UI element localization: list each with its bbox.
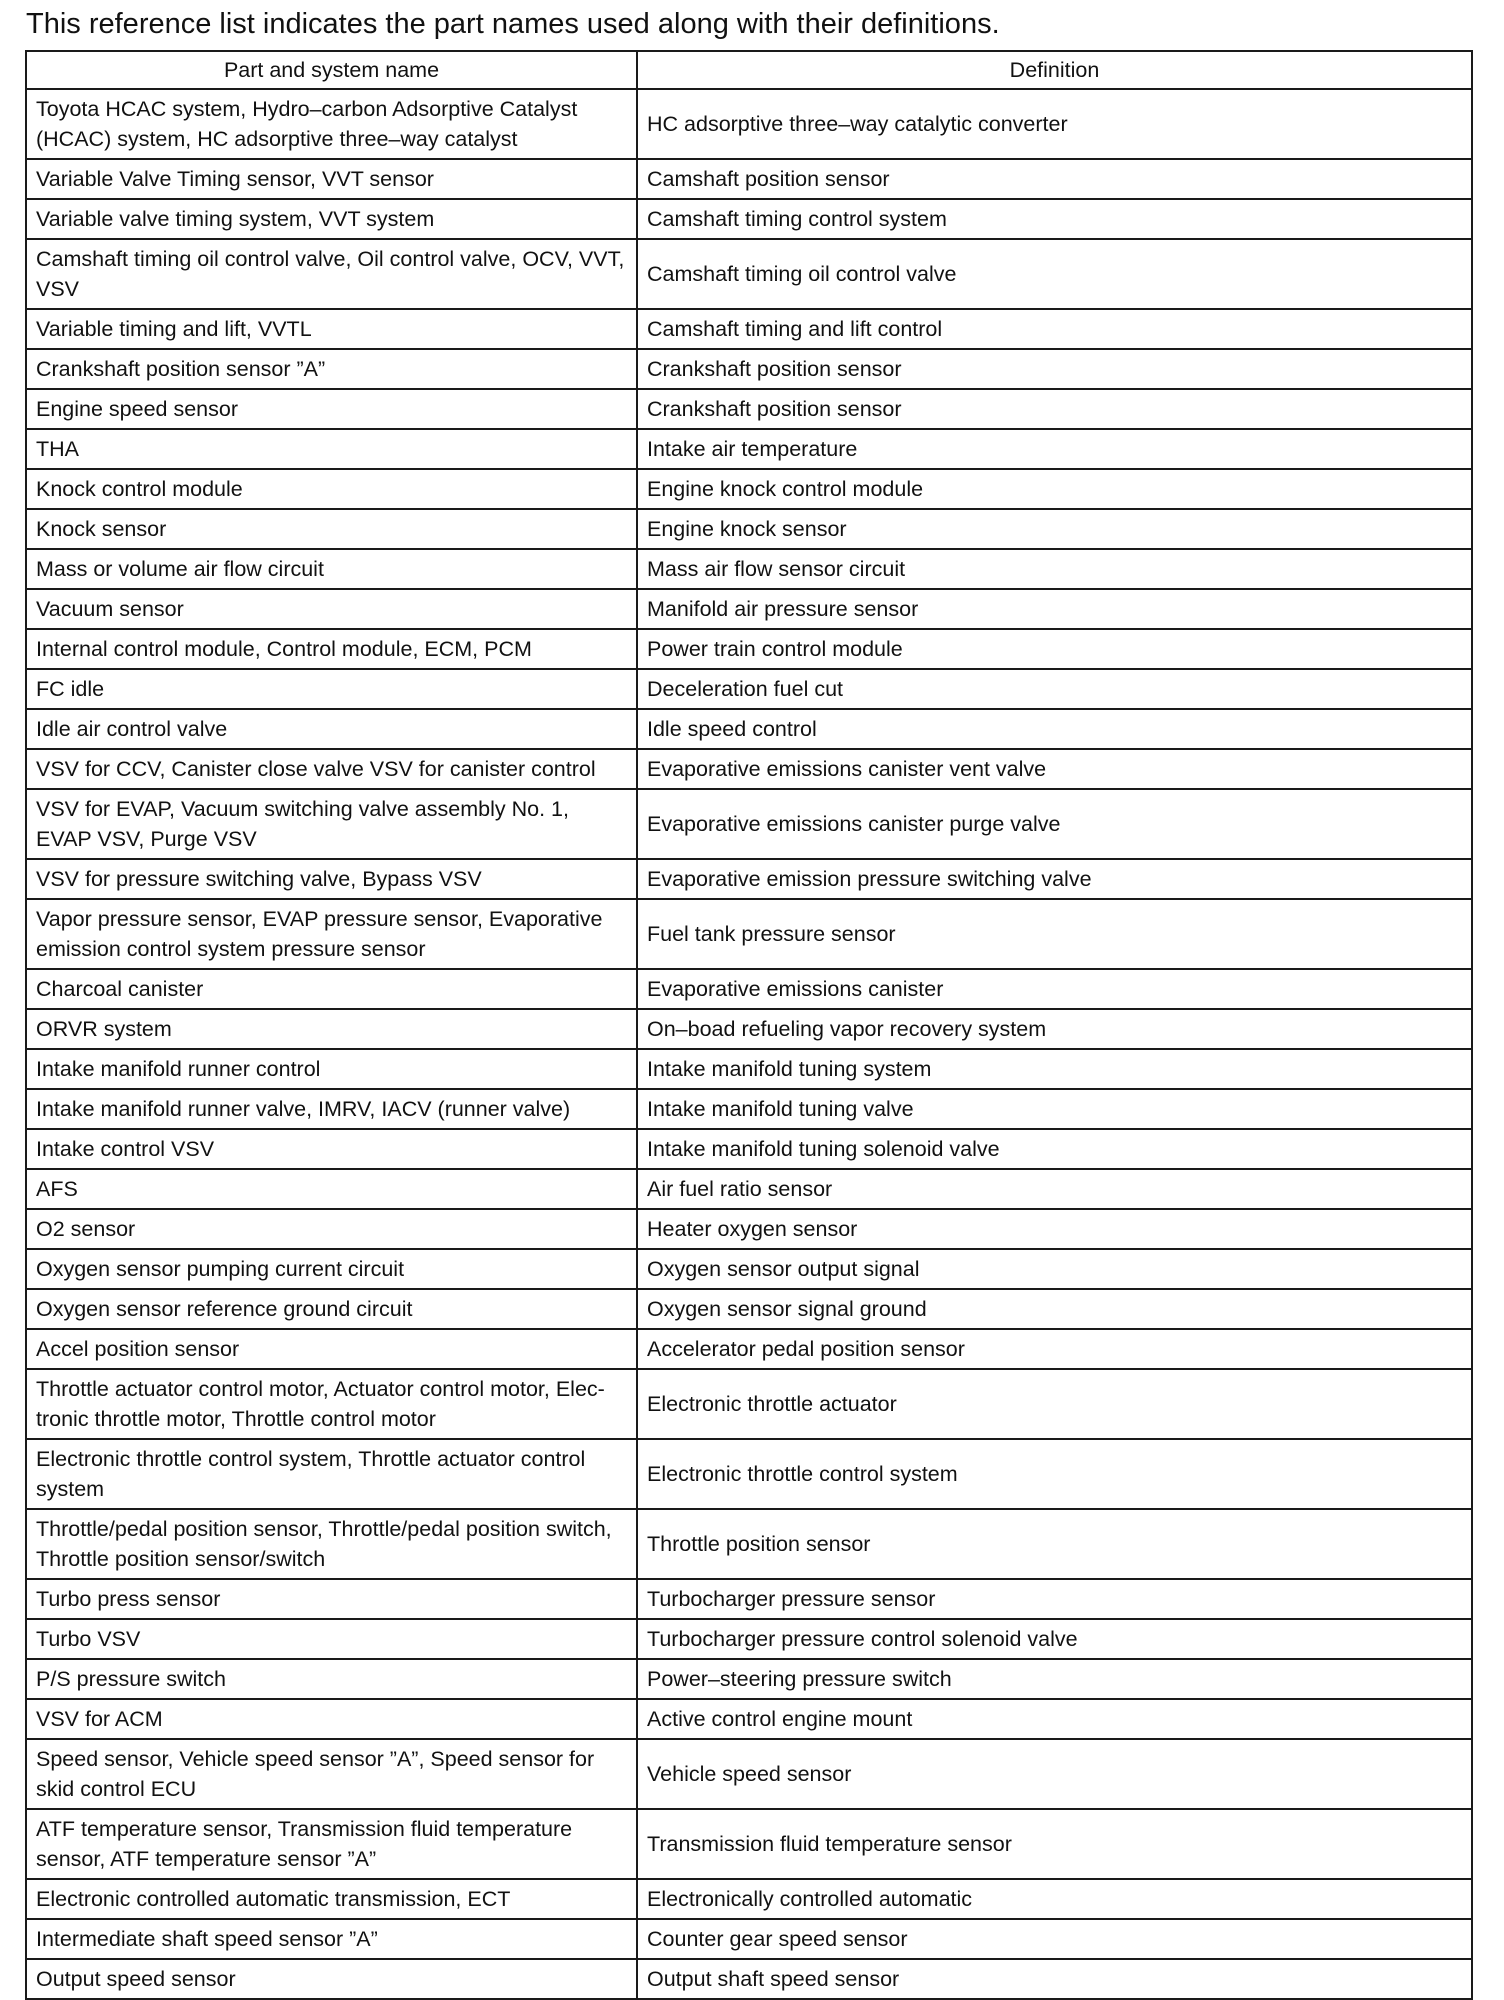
part-name-cell: Crankshaft position sensor ”A”	[26, 349, 637, 389]
definition-cell: Turbocharger pressure control solenoid valve	[637, 1619, 1472, 1659]
table-row	[26, 389, 1472, 429]
table-header-row	[26, 51, 1472, 89]
definition-cell: Electronic throttle actuator	[637, 1369, 1472, 1439]
definition-cell: Intake manifold tuning valve	[637, 1089, 1472, 1129]
definition-cell: Oxygen sensor signal ground	[637, 1289, 1472, 1329]
table-row	[26, 1699, 1472, 1739]
part-name-cell: Intake manifold runner control	[26, 1049, 637, 1089]
part-name-cell: Variable timing and lift, VVTL	[26, 309, 637, 349]
definition-cell: Manifold air pressure sensor	[637, 589, 1472, 629]
definition-cell: Electronically controlled automatic	[637, 1879, 1472, 1919]
table-row	[26, 199, 1472, 239]
table-row	[26, 899, 1472, 969]
definition-cell: Crankshaft position sensor	[637, 389, 1472, 429]
part-name-cell: FC idle	[26, 669, 637, 709]
table-row	[26, 1659, 1472, 1699]
table-row	[26, 1289, 1472, 1329]
table-row	[26, 309, 1472, 349]
definition-cell: Camshaft timing and lift control	[637, 309, 1472, 349]
definition-cell: Evaporative emissions canister purge valve	[637, 789, 1472, 859]
definition-cell: Evaporative emissions canister vent valve	[637, 749, 1472, 789]
intro-text: This reference list indicates the part names used along with their definitions.	[26, 8, 1000, 40]
definition-cell: Output shaft speed sensor	[637, 1959, 1472, 1999]
table-row	[26, 509, 1472, 549]
definition-cell: Vehicle speed sensor	[637, 1739, 1472, 1809]
table-row	[26, 1919, 1472, 1959]
part-name-cell: Speed sensor, Vehicle speed sensor ”A”, Speed sensor for skid control ECU	[26, 1739, 637, 1809]
definition-cell: Accelerator pedal position sensor	[637, 1329, 1472, 1369]
table-row	[26, 1439, 1472, 1509]
part-name-cell: VSV for EVAP, Vacuum switching valve assembly No. 1, EVAP VSV, Purge VSV	[26, 789, 637, 859]
part-name-cell: Toyota HCAC system, Hydro–carbon Adsorptive Catalyst (HCAC) system, HC adsorptive three–way catalyst	[26, 89, 637, 159]
table-row	[26, 1089, 1472, 1129]
definition-cell: Heater oxygen sensor	[637, 1209, 1472, 1249]
table-row	[26, 89, 1472, 159]
part-name-cell: Electronic controlled automatic transmission, ECT	[26, 1879, 637, 1919]
definition-cell: Intake air temperature	[637, 429, 1472, 469]
definition-cell: Throttle position sensor	[637, 1509, 1472, 1579]
part-name-cell: Turbo press sensor	[26, 1579, 637, 1619]
part-name-cell: Accel position sensor	[26, 1329, 637, 1369]
table-row	[26, 1619, 1472, 1659]
part-name-cell: Knock control module	[26, 469, 637, 509]
header-definition: Definition	[637, 51, 1472, 89]
table-row	[26, 1959, 1472, 1999]
part-name-cell: VSV for ACM	[26, 1699, 637, 1739]
part-name-cell: Internal control module, Control module, ECM, PCM	[26, 629, 637, 669]
table-row	[26, 1249, 1472, 1289]
definition-cell: Power–steering pressure switch	[637, 1659, 1472, 1699]
definition-cell: Deceleration fuel cut	[637, 669, 1472, 709]
table-row	[26, 1579, 1472, 1619]
part-name-cell: P/S pressure switch	[26, 1659, 637, 1699]
part-name-cell: Throttle actuator control motor, Actuator control motor, Elec- tronic throttle motor, Throttle control motor	[26, 1369, 637, 1439]
definition-cell: Camshaft timing control system	[637, 199, 1472, 239]
definition-cell: Crankshaft position sensor	[637, 349, 1472, 389]
part-name-cell: Knock sensor	[26, 509, 637, 549]
table-row	[26, 1129, 1472, 1169]
definition-cell: Engine knock control module	[637, 469, 1472, 509]
table-row	[26, 239, 1472, 309]
part-name-cell: Variable Valve Timing sensor, VVT sensor	[26, 159, 637, 199]
definition-cell: Oxygen sensor output signal	[637, 1249, 1472, 1289]
part-name-cell: Intake control VSV	[26, 1129, 637, 1169]
definition-cell: Fuel tank pressure sensor	[637, 899, 1472, 969]
table-row	[26, 1049, 1472, 1089]
part-name-cell: Intake manifold runner valve, IMRV, IACV (runner valve)	[26, 1089, 637, 1129]
definition-cell: Evaporative emission pressure switching valve	[637, 859, 1472, 899]
definition-cell: Mass air flow sensor circuit	[637, 549, 1472, 589]
table-row	[26, 789, 1472, 859]
table-row	[26, 1739, 1472, 1809]
definition-cell: Evaporative emissions canister	[637, 969, 1472, 1009]
definition-cell: Turbocharger pressure sensor	[637, 1579, 1472, 1619]
part-name-cell: Charcoal canister	[26, 969, 637, 1009]
part-name-cell: Mass or volume air flow circuit	[26, 549, 637, 589]
part-name-cell: Electronic throttle control system, Throttle actuator control system	[26, 1439, 637, 1509]
part-name-cell: Oxygen sensor reference ground circuit	[26, 1289, 637, 1329]
part-name-cell: THA	[26, 429, 637, 469]
part-name-cell: ORVR system	[26, 1009, 637, 1049]
reference-table	[25, 50, 1473, 2000]
table-row	[26, 1009, 1472, 1049]
part-name-cell: Variable valve timing system, VVT system	[26, 199, 637, 239]
table-row	[26, 669, 1472, 709]
table-row	[26, 1369, 1472, 1439]
definition-cell: Counter gear speed sensor	[637, 1919, 1472, 1959]
part-name-cell: VSV for CCV, Canister close valve VSV for canister control	[26, 749, 637, 789]
table-row	[26, 1509, 1472, 1579]
definition-cell: Transmission fluid temperature sensor	[637, 1809, 1472, 1879]
definition-cell: Electronic throttle control system	[637, 1439, 1472, 1509]
definition-cell: Air fuel ratio sensor	[637, 1169, 1472, 1209]
definition-cell: Engine knock sensor	[637, 509, 1472, 549]
table-row	[26, 1209, 1472, 1249]
part-name-cell: Intermediate shaft speed sensor ”A”	[26, 1919, 637, 1959]
table-row	[26, 429, 1472, 469]
definition-cell: HC adsorptive three–way catalytic converter	[637, 89, 1472, 159]
part-name-cell: Throttle/pedal position sensor, Throttle/pedal position switch, Throttle position sensor/switch	[26, 1509, 637, 1579]
part-name-cell: VSV for pressure switching valve, Bypass VSV	[26, 859, 637, 899]
table-row	[26, 1169, 1472, 1209]
part-name-cell: AFS	[26, 1169, 637, 1209]
part-name-cell: Engine speed sensor	[26, 389, 637, 429]
part-name-cell: ATF temperature sensor, Transmission fluid temperature sensor, ATF temperature sensor ”A”	[26, 1809, 637, 1879]
table-row	[26, 1879, 1472, 1919]
part-name-cell: O2 sensor	[26, 1209, 637, 1249]
definition-cell: Intake manifold tuning system	[637, 1049, 1472, 1089]
part-name-cell: Idle air control valve	[26, 709, 637, 749]
definition-cell: Intake manifold tuning solenoid valve	[637, 1129, 1472, 1169]
table-row	[26, 969, 1472, 1009]
table-row	[26, 159, 1472, 199]
part-name-cell: Output speed sensor	[26, 1959, 637, 1999]
table-row	[26, 549, 1472, 589]
definition-cell: Power train control module	[637, 629, 1472, 669]
definition-cell: On–boad refueling vapor recovery system	[637, 1009, 1472, 1049]
table-row	[26, 629, 1472, 669]
definition-cell: Camshaft timing oil control valve	[637, 239, 1472, 309]
part-name-cell: Vapor pressure sensor, EVAP pressure sensor, Evaporative emission control system pressure sensor	[26, 899, 637, 969]
part-name-cell: Vacuum sensor	[26, 589, 637, 629]
table-row	[26, 469, 1472, 509]
definition-cell: Camshaft position sensor	[637, 159, 1472, 199]
part-name-cell: Oxygen sensor pumping current circuit	[26, 1249, 637, 1289]
table-row	[26, 1329, 1472, 1369]
part-name-cell: Camshaft timing oil control valve, Oil control valve, OCV, VVT, VSV	[26, 239, 637, 309]
table-body	[26, 89, 1472, 1999]
part-name-cell: Turbo VSV	[26, 1619, 637, 1659]
table-row	[26, 1809, 1472, 1879]
table-row	[26, 859, 1472, 899]
table-row	[26, 749, 1472, 789]
table-row	[26, 349, 1472, 389]
table-row	[26, 589, 1472, 629]
header-part-name: Part and system name	[26, 51, 637, 89]
definition-cell: Idle speed control	[637, 709, 1472, 749]
definition-cell: Active control engine mount	[637, 1699, 1472, 1739]
table-row	[26, 709, 1472, 749]
